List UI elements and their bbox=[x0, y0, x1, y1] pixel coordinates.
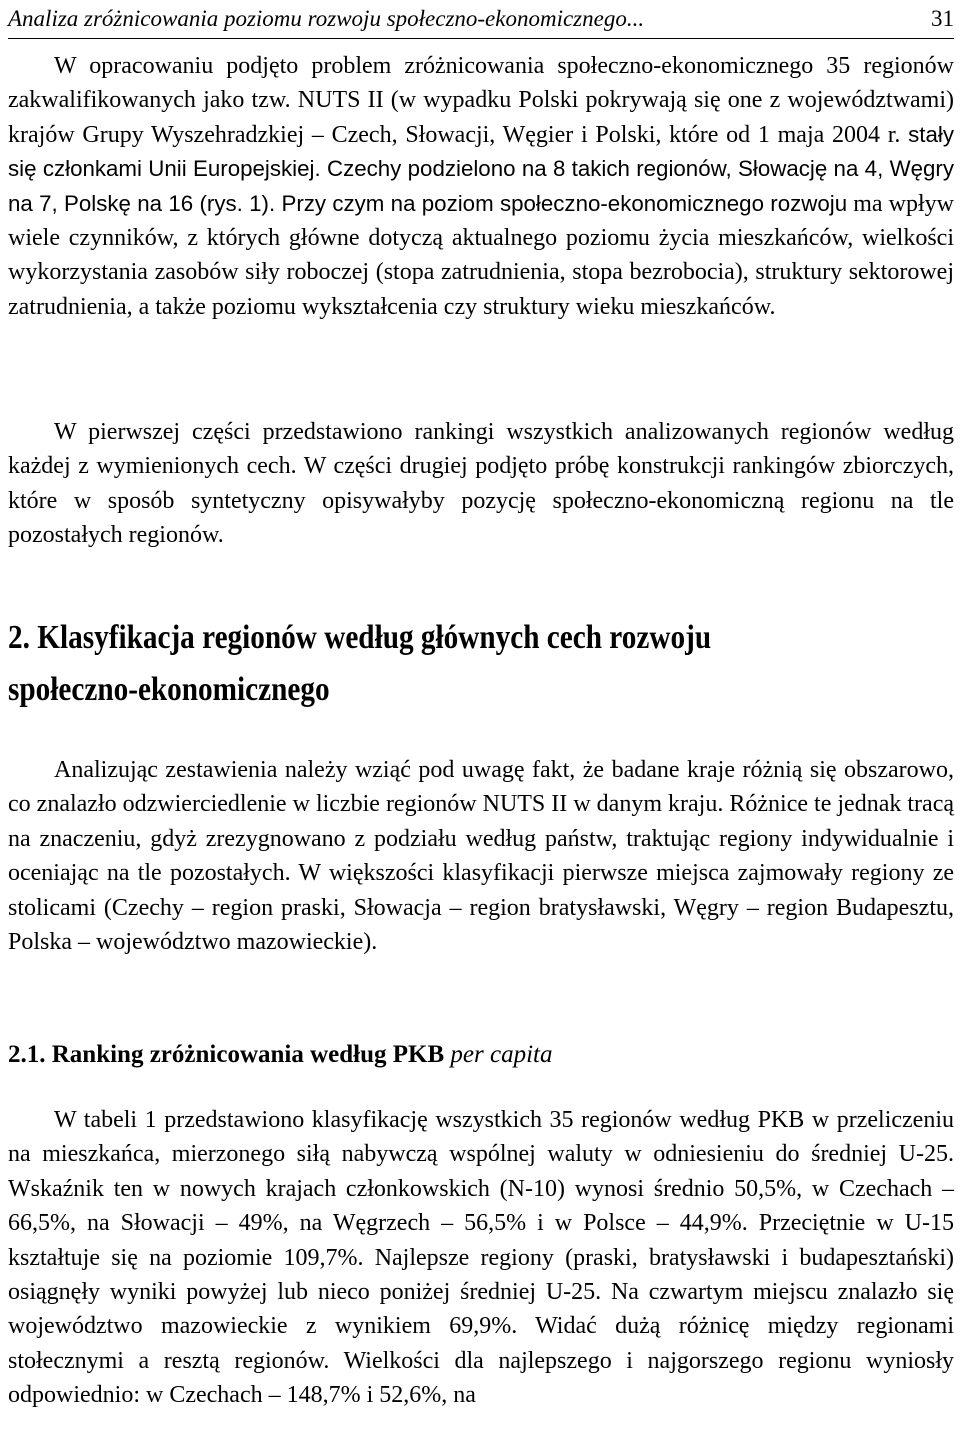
intro-text-part2: stały się członkami Unii Europejskiej. Czechy podzielono na 8 takich regionów, Słowację na 4, Węgry na 7, Polskę na 16 (rys. 1). Przy czym na poziom społeczno-ekonomicznego rozwoju bbox=[8, 121, 954, 216]
section-2-paragraph: Analizując zestawienia należy wziąć pod uwagę fakt, że badane kraje różnią się obszarowo, co znalazło odzwierciedlenie w liczbie regionów NUTS II w danym kraju. Różnice te jednak tracą na znaczeniu, gdyż zrezygnowano z podziału według państw, traktując regiony indywidualnie i oceniając na tle pozostałych. W większości klasyfikacji pierwsze miejsca zajmowały regiony ze stolicami (Czechy – region praski, Słowacja – region bratysławski, Węgry – region Budapesztu, Polska – województwo mazowieckie). bbox=[8, 757, 954, 956]
intro-paragraph bbox=[8, 49, 954, 324]
intro-paragraph-2: W pierwszej części przedstawiono rankingi wszystkich analizowanych regionów według każdej z wymienionych cech. W części drugiej podjęto próbę konstrukcji rankingów zbiorczych, które w sposób syntetyczny opisywałyby pozycję społeczno-ekonomiczną regionu na tle pozostałych regionów. bbox=[8, 419, 954, 549]
section-2-1-heading-italic: per capita bbox=[450, 1041, 553, 1068]
running-header bbox=[8, 4, 954, 34]
intro-text-part3: ma wpływ wiele czynników, z których główne dotyczą aktualnego poziomu życia mieszkańców, wielkości wykorzystania zasobów siły roboczej (stopa zatrudnienia, stopa bezrobocia), struktury sektorowej zatrudnienia, a także poziomu wykształcenia czy struktury wieku mieszkańców. bbox=[8, 190, 955, 320]
page-number: 31 bbox=[931, 6, 954, 31]
section-2-heading-line1: 2. Klasyfikacja regionów według głównych cech rozwoju bbox=[8, 619, 712, 656]
section-2-heading bbox=[8, 612, 954, 716]
header-rule bbox=[8, 38, 954, 39]
intro-text-part1: W opracowaniu podjęto problem zróżnicowania społeczno-ekonomicznego 35 regionów zakwalifikowanych jako tzw. NUTS II (w wypadku Polski pokrywają się one z województwami) krajów Grupy Wyszehradzkiej – Czech, Słowacji, Węgier i Polski, które od 1 maja 2004 r. bbox=[8, 53, 954, 148]
section-2-1-paragraph: W tabeli 1 przedstawiono klasyfikację wszystkich 35 regionów według PKB w przeliczeniu na mieszkańca, mierzonego siłą nabywczą wspólnej waluty w odniesieniu do średniej U-25. Wskaźnik ten w nowych krajach członkowskich (N-10) wynosi średnio 50,5%, w Czechach – 66,5%, na Słowacji – 49%, na Węgrzech – 56,5% i w Polsce – 44,9%. Przeciętnie w U-15 kształtuje się na poziomie 109,7%. Najlepsze regiony (praski, bratysławski i budapesztański) osiągnęły wyniki powyżej lub nieco poniżej średniej U-25. Na czwartym miejscu znalazło się województwo mazowieckie z wynikiem 69,9%. Widać dużą różnicę między regionami stołecznymi a resztą regionów. Wielkości dla najlepszego i najgorszego regionu wyniosły odpowiednio: w Czechach – 148,7% i 52,6%, na bbox=[8, 1107, 954, 1409]
section-2-heading-line2: społeczno-ekonomicznego bbox=[8, 671, 330, 708]
running-header-title: Analiza zróżnicowania poziomu rozwoju społeczno-ekonomicznego... bbox=[8, 6, 645, 31]
section-2-1-heading-main: 2.1. Ranking zróżnicowania według PKB bbox=[8, 1041, 451, 1068]
section-2-1-heading bbox=[8, 1038, 552, 1072]
